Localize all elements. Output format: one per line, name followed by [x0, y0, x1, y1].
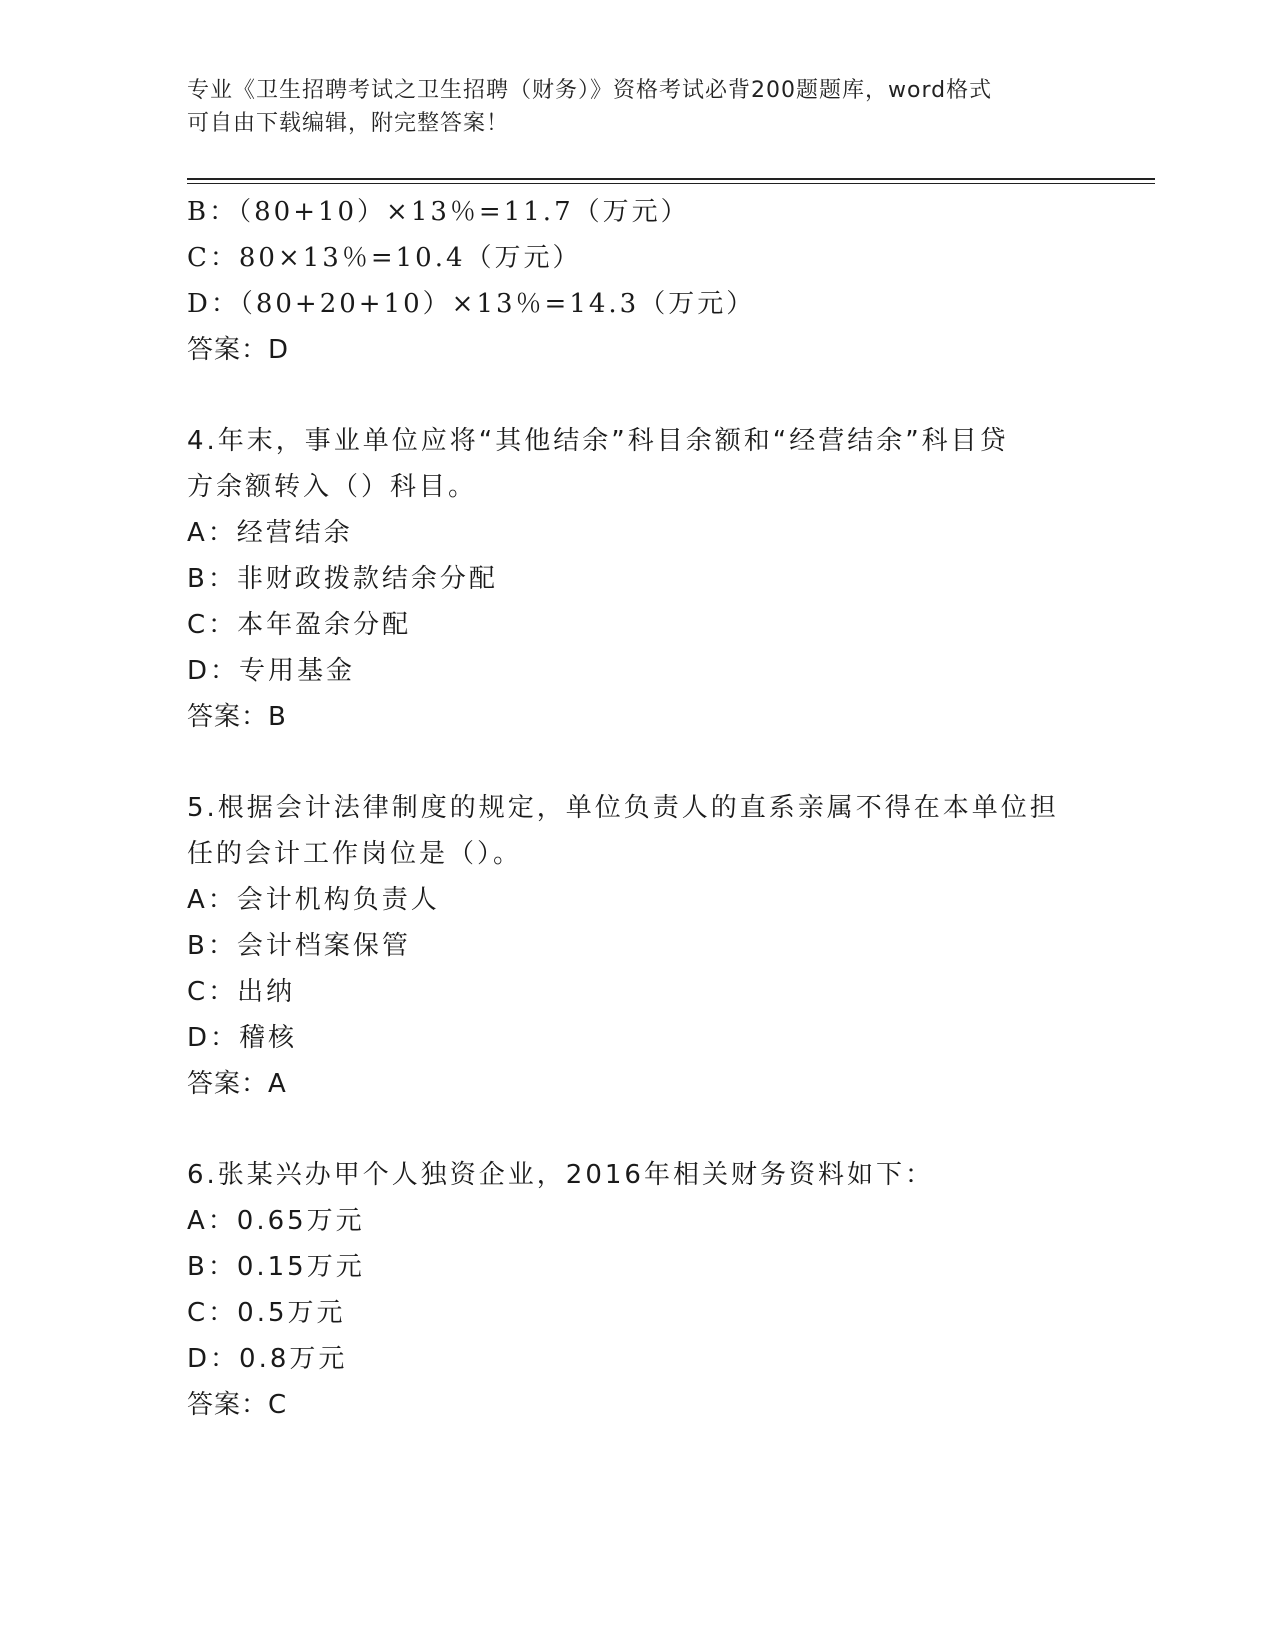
spacer: [187, 1107, 1067, 1152]
document-header: [187, 74, 1077, 140]
q4-option-d: D：专用基金: [187, 656, 356, 686]
spacer: [187, 740, 1067, 785]
q4-option-b: B：非财政拨款结余分配: [187, 564, 498, 594]
q6-answer: 答案：C: [187, 1390, 288, 1420]
q4-answer: 答案：B: [187, 702, 287, 732]
header-divider-thin: [187, 183, 1155, 184]
q5-answer: 答案：A: [187, 1069, 287, 1099]
q5-text-line-1: 5.根据会计法律制度的规定，单位负责人的直系亲属不得在本单位担: [187, 793, 1059, 823]
question-3: [187, 189, 1067, 373]
q6-option-d: D：0.8万元: [187, 1344, 348, 1374]
q3-option-c: C：80×13％=10.4（万元）: [187, 243, 582, 273]
q5-option-c: C：出纳: [187, 977, 296, 1007]
q3-option-d: D：（80+20+10）×13％=14.3（万元）: [187, 289, 756, 319]
q4-text-line-1: 4.年末，事业单位应将“其他结余”科目余额和“经营结余”科目贷: [187, 426, 1009, 456]
question-list: [187, 189, 1067, 1428]
q5-text-line-2: 任的会计工作岗位是（）。: [187, 839, 523, 869]
q6-option-b: B：0.15万元: [187, 1252, 365, 1282]
question-6: [187, 1152, 1067, 1428]
q5-option-b: B：会计档案保管: [187, 931, 411, 961]
q4-option-c: C：本年盈余分配: [187, 610, 412, 640]
question-4: [187, 418, 1067, 740]
q4-option-a: A：经营结余: [187, 518, 353, 548]
spacer: [187, 373, 1067, 418]
q4-text-line-2: 方余额转入（）科目。: [187, 472, 478, 502]
q5-option-d: D：稽核: [187, 1023, 298, 1053]
header-line-2: 可自由下载编辑，附完整答案！: [187, 111, 510, 136]
header-line-1: 专业《卫生招聘考试之卫生招聘（财务）》资格考试必背200题题库，word格式: [187, 78, 993, 103]
q3-option-b: B：（80+10）×13％=11.7（万元）: [187, 197, 690, 227]
q3-answer: 答案：D: [187, 335, 290, 365]
q6-option-c: C：0.5万元: [187, 1298, 346, 1328]
header-divider-thick: [187, 178, 1155, 180]
question-5: [187, 785, 1067, 1107]
q6-text-line-1: 6.张某兴办甲个人独资企业，2016年相关财务资料如下：: [187, 1160, 934, 1190]
q6-option-a: A：0.65万元: [187, 1206, 365, 1236]
q5-option-a: A：会计机构负责人: [187, 885, 440, 915]
